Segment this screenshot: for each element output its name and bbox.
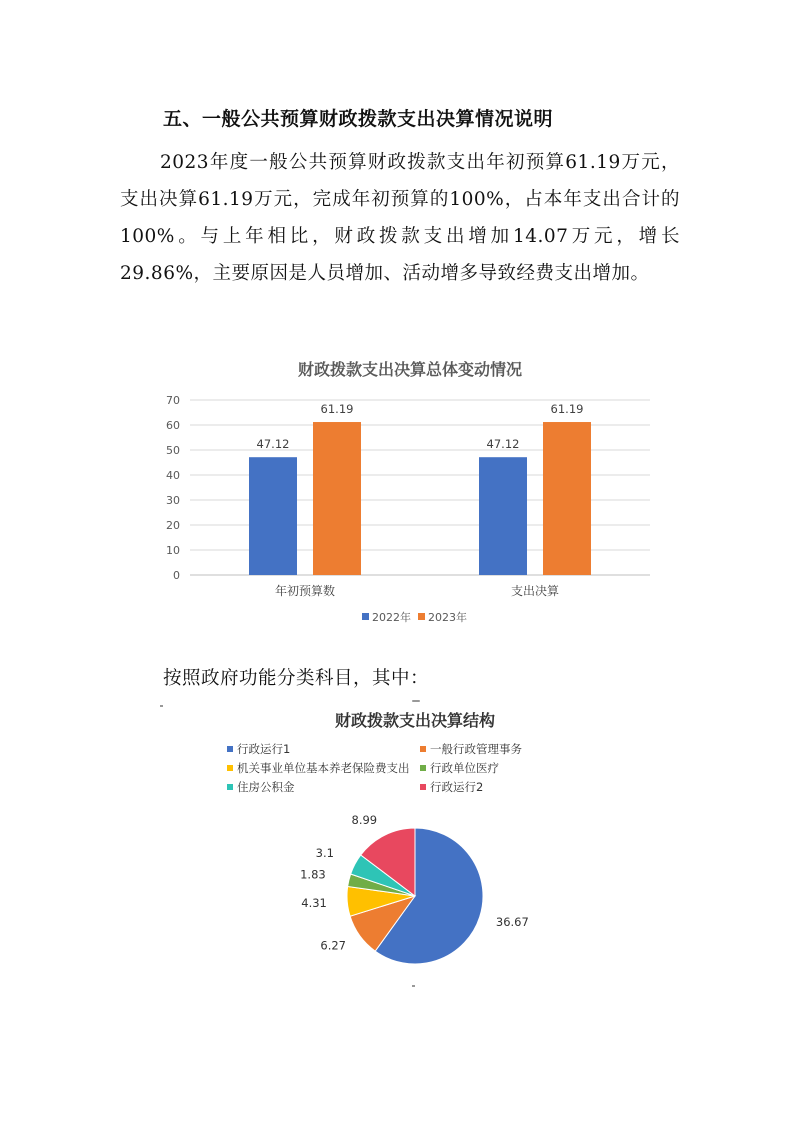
legend-label: 2022年 xyxy=(372,611,411,624)
bar-value-label: 61.19 xyxy=(320,402,354,417)
y-tick-label: 50 xyxy=(166,444,180,457)
y-tick-label: 70 xyxy=(166,394,180,407)
y-tick-label: 20 xyxy=(166,519,180,532)
legend-swatch xyxy=(362,613,369,620)
bar xyxy=(543,422,591,575)
bar xyxy=(479,457,527,575)
y-tick-label: 40 xyxy=(166,469,180,482)
legend-swatch xyxy=(227,784,233,790)
body-paragraph: 2023年度一般公共预算财政拨款支出年初预算61.19万元，支出决算61.19万元，完成年初预算的100%，占本年支出合计的100%。与上年相比，财政拨款支出增加14.07万元，增长29.86%，主要原因是人员增加、活动增多导致经费支出增加。 xyxy=(120,152,680,284)
pie-chart xyxy=(200,700,600,980)
section-heading: 五、一般公共预算财政拨款支出决算情况说明 xyxy=(163,108,554,130)
pie-chart-title: 财政拨款支出决算结构 xyxy=(334,711,496,730)
scan-mark xyxy=(412,985,415,987)
legend-swatch xyxy=(227,765,233,771)
bar-value-label: 61.19 xyxy=(550,402,584,417)
bar-value-label: 47.12 xyxy=(486,437,520,452)
pie-value-label: 1.83 xyxy=(300,867,326,882)
pie-value-label: 36.67 xyxy=(495,915,529,930)
bar-chart-title: 财政拨款支出决算总体变动情况 xyxy=(297,360,523,379)
legend-label: 机关事业单位基本养老保险费支出 xyxy=(237,761,410,775)
legend-swatch xyxy=(420,784,426,790)
bar-chart xyxy=(150,345,660,635)
legend-label: 住房公积金 xyxy=(237,780,295,794)
legend-label: 行政运行1 xyxy=(237,742,291,756)
legend-label: 行政单位医疗 xyxy=(430,761,499,775)
bar xyxy=(249,457,297,575)
y-tick-label: 60 xyxy=(166,419,180,432)
sub-heading: 按照政府功能分类科目，其中： xyxy=(163,668,430,689)
pie-value-label: 8.99 xyxy=(351,812,378,827)
x-tick-label: 支出决算 xyxy=(510,584,560,598)
y-tick-label: 30 xyxy=(166,494,180,507)
legend-label: 行政运行2 xyxy=(430,780,484,794)
pie-value-label: 4.31 xyxy=(301,896,327,911)
legend-swatch xyxy=(420,746,426,752)
bar-value-label: 47.12 xyxy=(256,437,290,452)
y-tick-label: 10 xyxy=(166,544,180,557)
legend-label: 一般行政管理事务 xyxy=(430,742,522,756)
legend-swatch xyxy=(227,746,233,752)
legend-swatch xyxy=(420,765,426,771)
bar xyxy=(313,422,361,575)
pie-value-label: 6.27 xyxy=(320,938,347,953)
pie-value-label: 3.1 xyxy=(315,845,334,860)
x-tick-label: 年初预算数 xyxy=(274,584,336,598)
scan-mark xyxy=(160,705,163,707)
legend-label: 2023年 xyxy=(428,611,467,624)
legend-swatch xyxy=(418,613,425,620)
y-tick-label: 0 xyxy=(173,569,180,582)
